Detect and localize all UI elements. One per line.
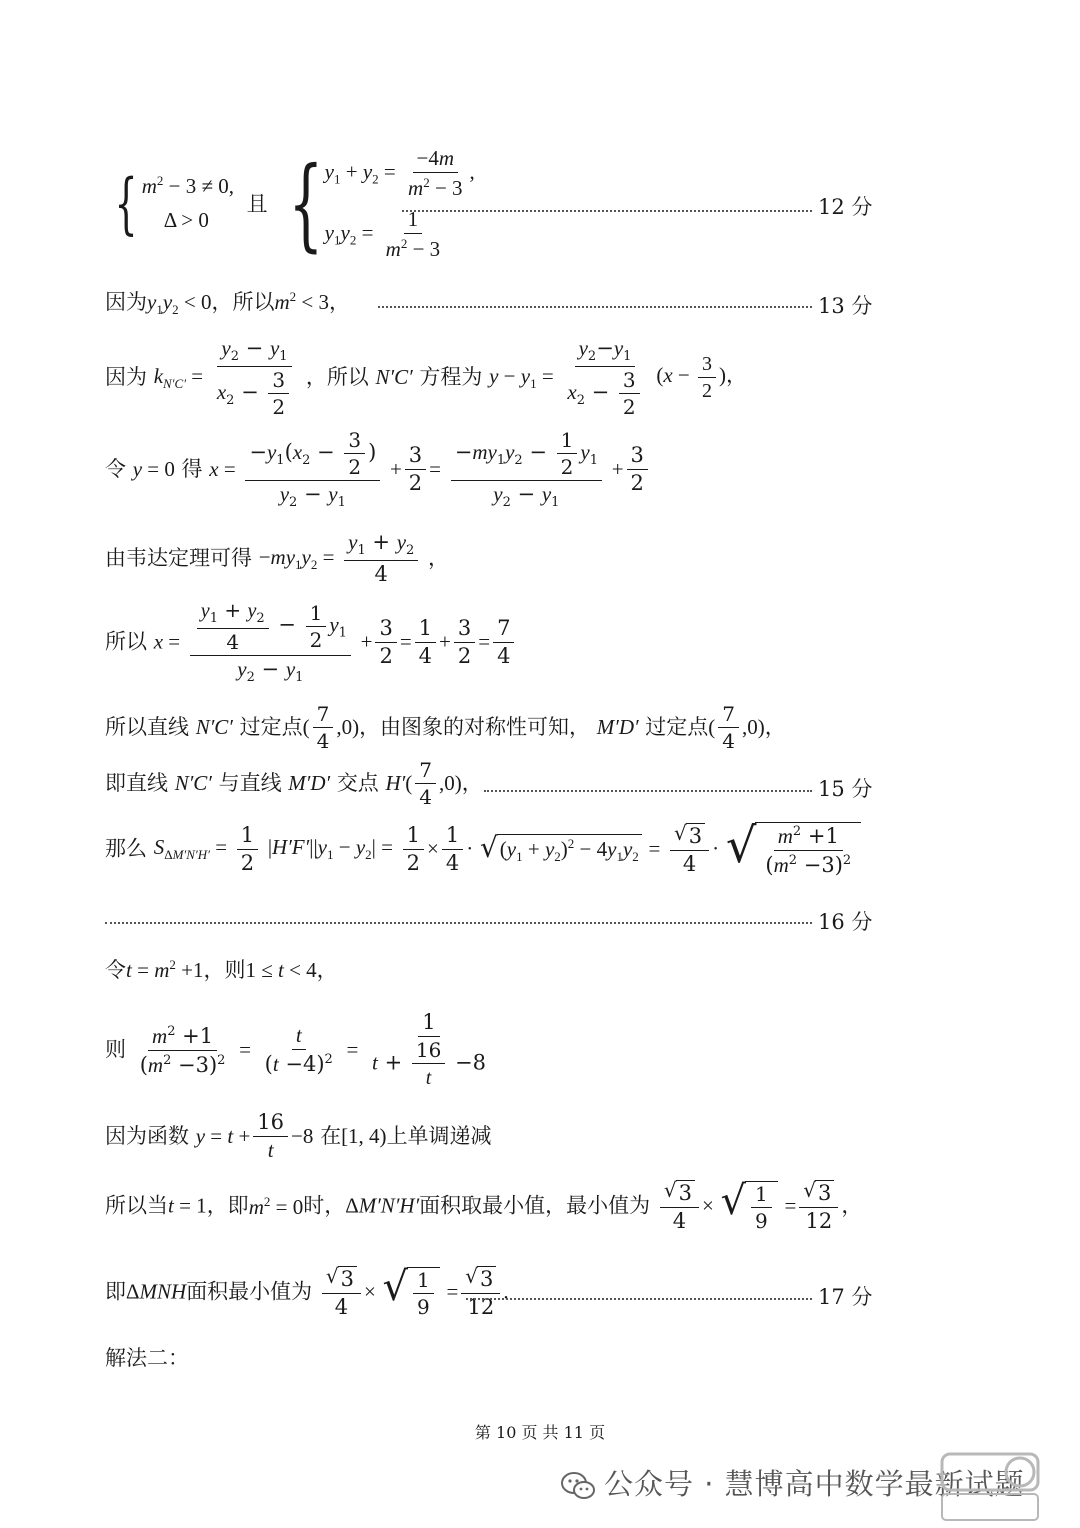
suoyi-label-3: 所以	[105, 629, 147, 654]
slope-line: 因为 $k_{N'C'}$ = $y_2 - y_1$ $x_2$ − $\frac{3}{2}$ ，所以 N′C′ 方程为 $y - y_1$ = $y_2-y_1$ $x_2$ − $\frac{3}{2}$ (x − $\frac{3}{2}$ )，	[105, 336, 748, 420]
dot-leader-16	[105, 922, 812, 924]
guodingdian-label-2: 过定点	[645, 715, 709, 739]
vieta-line: 由韦达定理可得 $-my_1y_2$ = $\frac{y_1 + y_2}{4}$ ，	[105, 530, 449, 587]
de-label: 得	[181, 457, 203, 482]
watermark-label: 公众号 · 慧博高中数学最新试题	[604, 1467, 1025, 1501]
x-intercept-line: 令 y = 0 得 x = $-y_1(x_2$ − $\frac{3}{2}$ ) $y_2 - y_1$ + $\frac{3}{2}$ = $-my_1y_2$ − $\frac{1}{2}$ $y_1$ $y_2 - y_1$ + $\frac{3}{2}$	[105, 430, 870, 509]
ji-label: ，即	[206, 1193, 249, 1218]
dot-leader-17	[466, 1298, 812, 1300]
score-17: 17 分	[818, 1285, 873, 1309]
suoyidang-label: 所以当	[105, 1193, 168, 1218]
area-line: 那么 $S_{\Delta M'N'H'}$ = $\frac{1}{2}$ $|H'F'||y_1 - y_2|$ = $\frac{1}{2}$ × $\frac{1}{4}$ · √ $(y_1 + y_2)^2 - 4y_1y_2$ = √ 3 4 · √ $\frac{m^2 +1}{(m^2 -3)^2}$	[105, 822, 870, 876]
equation-system-line	[105, 145, 873, 262]
wechat-icon	[560, 1471, 596, 1501]
mianji-min2-label: 面积最小值为	[186, 1279, 313, 1304]
shi-label: 时，	[303, 1193, 346, 1218]
dot-leader-13	[378, 306, 812, 308]
x-value-line: 所以 x = $\frac{y_1 + y_2}{4}$ − $\frac{1}{2}$ $y_1$ $y_2 - y_1$ + $\frac{3}{2}$ = $\frac{1}{4}$ + $\frac{3}{2}$ = $\frac{7}{4}$	[105, 600, 870, 684]
yuzhixian-label: 与直线	[218, 771, 282, 795]
symmetry-label: ，由图象的对称性可知，	[359, 715, 591, 739]
jiaodian-label: 交点	[336, 771, 379, 795]
hanshu-label: 因为函数	[105, 1124, 189, 1148]
site-logo	[940, 1450, 1040, 1522]
score-12: 12 分	[818, 195, 873, 219]
ji-delta-label: 即	[105, 1279, 126, 1304]
suoyi-label: ，所以	[211, 290, 275, 314]
jizhixian-label: 即直线	[105, 771, 168, 795]
monotonic-line: 因为函数 y = t + $\frac{16}{t}$ −8 在[1, 4)上单调递减	[105, 1110, 492, 1162]
qie-label: 且	[246, 191, 268, 216]
sqrt-expr: √ $(y_1 + y_2)^2 - 4y_1y_2$	[480, 834, 642, 863]
score-16: 16 分	[818, 910, 873, 934]
score-13: 13 分	[818, 294, 873, 318]
substitution-line: 令$t = m^2 +1$，则1 ≤ t < 4，	[105, 957, 338, 982]
intersection-line: 即直线 N′C′ 与直线 M′D′ 交点 H′( $\frac{7}{4}$ ,0)，	[105, 758, 483, 809]
yinwei-label: 因为	[105, 290, 147, 314]
mianji-min-label: 面积取最小值，最小值为	[419, 1193, 651, 1218]
dot-leader-12	[402, 210, 812, 212]
line-pass-label: 所以直线	[105, 715, 189, 739]
ze-label: 则	[105, 1037, 126, 1062]
line-13: 因为$y_1y_2 < 0$，所以$m^2 < 3$，	[105, 289, 351, 318]
left-brace: {	[114, 165, 138, 242]
yinwei-label-2: 因为	[105, 365, 147, 390]
fangchengwei-label: 方程为	[419, 365, 483, 390]
final-line: 即ΔMNH面积最小值为 √ 3 4 × √ $\frac{1}{9}$ = √ 3 12 .	[105, 1264, 509, 1319]
page-footer: 第 10 页 共 11 页	[474, 1423, 606, 1442]
zai-label: 在	[320, 1124, 342, 1148]
vieta-group: $y_1 + y_2$ = $\frac{-4m}{m^2 - 3}$ , $y_1y_2$ = $\frac{1}{m^2 - 3}$	[324, 146, 475, 261]
score-15: 15 分	[818, 777, 873, 801]
fixed-point-line: 所以直线 N′C′ 过定点( $\frac{7}{4}$ ,0)，由图象的对称性可知， M′D′ 过定点( $\frac{7}{4}$ ,0)，	[105, 702, 786, 753]
ling-label-2: 令	[105, 958, 126, 982]
min-value-line: 所以当t = 1，即$m^2 = 0$时，ΔM′N′H′面积取最小值，最小值为 √ 3 4 × √ $\frac{1}{9}$ = √ 3 12 ，	[105, 1178, 863, 1233]
namo-label: 那么	[105, 836, 147, 861]
left-brace-2: {	[288, 145, 324, 262]
dot-leader-15	[484, 790, 812, 792]
method-two-heading: 解法二：	[105, 1346, 189, 1370]
ze-comma-label: ，则	[203, 958, 246, 982]
weida-label: 由韦达定理可得	[105, 546, 252, 571]
suoyi-label-2: 所以	[326, 365, 369, 390]
guodingdian-label: 过定点	[239, 715, 303, 739]
ling-label: 令	[105, 457, 126, 482]
dandiao-label: 上单调递减	[386, 1124, 492, 1148]
rewrite-line: 则 $\frac{m^2 +1}{(m^2 -3)^2}$ = $\frac{t}{(t -4)^2}$ = 1 t + $\frac{16}{t}$ −8	[105, 1010, 486, 1089]
condition-group: $m^2 - 3 \ne 0$, Δ > 0	[141, 173, 234, 232]
